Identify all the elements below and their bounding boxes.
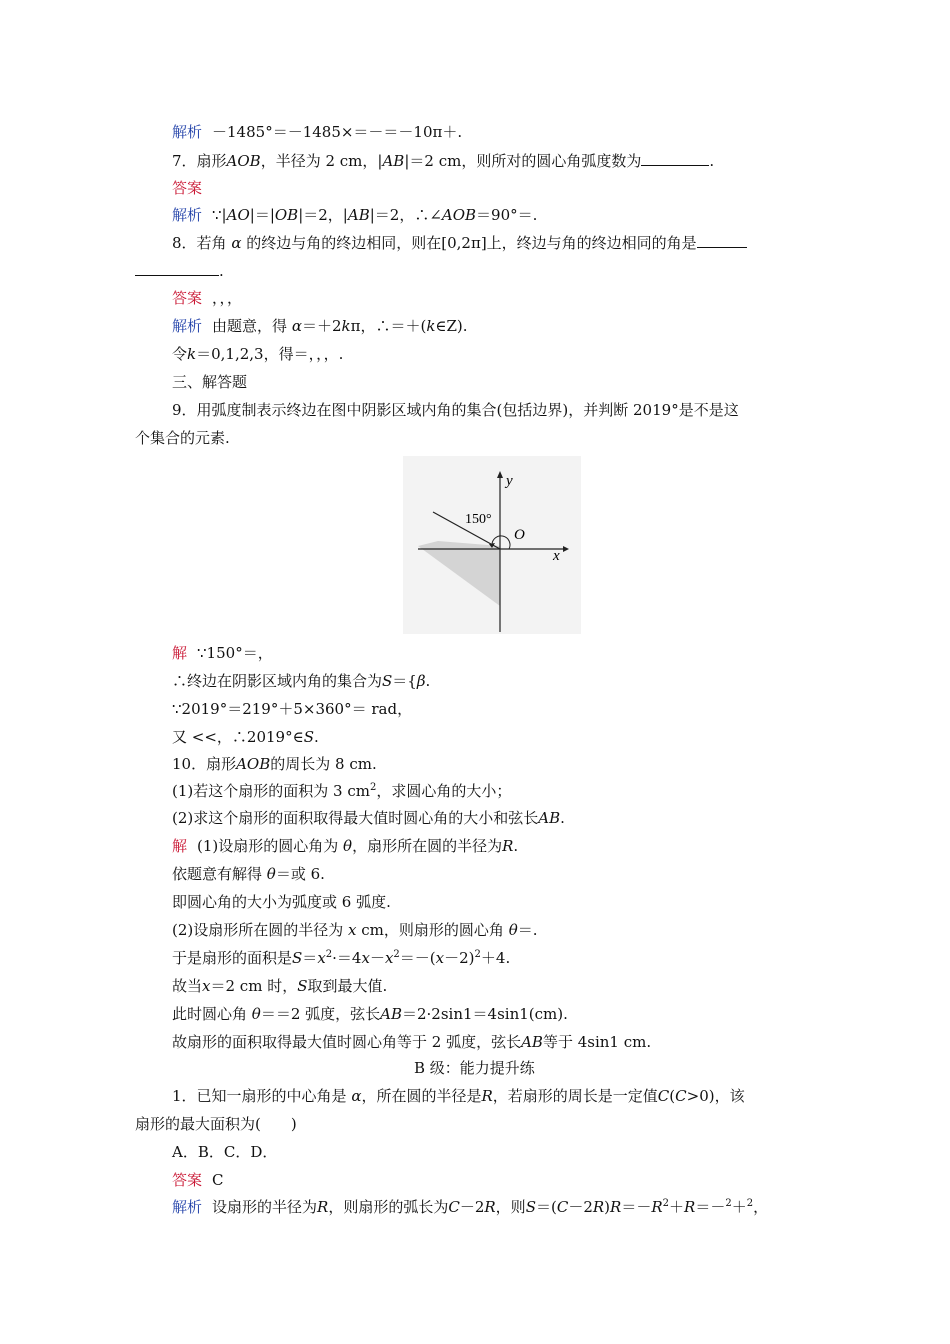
text: cm，则扇形的圆心角 — [361, 921, 504, 939]
text: AO — [226, 206, 250, 224]
text: >0)，该 — [686, 1087, 745, 1105]
text: x — [202, 977, 211, 995]
text: OB — [274, 206, 299, 224]
text: ，扇形所在圆的半径为 — [352, 837, 503, 855]
text: k — [426, 317, 436, 335]
text: 设扇形的半径为 — [212, 1198, 318, 1216]
text: ，，， — [212, 289, 243, 307]
question-b1 — [172, 1086, 745, 1106]
text: |＝| — [249, 206, 275, 224]
text: ＝90°＝. — [476, 206, 538, 224]
text: 此时圆心角 — [172, 1005, 248, 1023]
text: S — [303, 728, 314, 746]
text: R — [592, 1198, 605, 1216]
text: R — [317, 1198, 329, 1216]
text: AOB — [226, 152, 261, 170]
text: ) — [604, 1198, 611, 1216]
text: 等于 4sin1 cm. — [542, 1033, 652, 1051]
text: ＝－ — [621, 1198, 652, 1216]
text: 扇形的最大面积为( ) — [135, 1115, 297, 1133]
text: ，半径为 2 cm，| — [260, 152, 383, 170]
angle-label: 150° — [465, 512, 492, 527]
text: ＝2·2sin1＝4sin1(cm). — [402, 1005, 568, 1023]
analysis-label: 解析 — [172, 123, 203, 141]
text: (2)设扇形所在圆的半径为 — [172, 921, 344, 939]
text: . — [709, 152, 715, 170]
answer-7 — [172, 178, 212, 198]
answer-blank — [697, 233, 747, 248]
text: . — [313, 728, 319, 746]
answer-blank — [641, 151, 709, 166]
superscript: 2 — [393, 949, 400, 960]
question-8 — [172, 233, 747, 253]
text: AB — [380, 1005, 402, 1023]
text: ＝－( — [399, 949, 436, 967]
text: AOB — [236, 755, 271, 773]
text: S — [292, 949, 303, 967]
text: 9．用弧度制表示终边在图中阴影区域内角的集合(包括边界)，并判断 2019°是不是这 — [172, 401, 739, 419]
text: C — [448, 1198, 460, 1216]
text: 又 <<，∴2019°∈ — [172, 728, 304, 746]
text: 取到最大值. — [307, 977, 388, 995]
text: x — [384, 949, 394, 967]
text: ， — [753, 1198, 769, 1216]
solution-10-line-6 — [172, 976, 387, 996]
solution-9-line-4 — [172, 727, 319, 747]
solution-10-line-5 — [172, 948, 510, 968]
text: . — [219, 262, 224, 280]
superscript: 2 — [369, 782, 377, 793]
answer-blank — [135, 261, 219, 276]
analysis-label: 解析 — [172, 317, 203, 335]
text: . — [560, 809, 565, 827]
text: 8．若角 — [172, 234, 227, 252]
text: ＝{ — [392, 672, 417, 690]
text: －2 — [568, 1198, 593, 1216]
superscript: 2 — [325, 949, 333, 960]
solution-label: 解 — [172, 837, 188, 855]
text: (1)若这个扇形的面积为 3 cm — [172, 782, 370, 800]
text: 7．扇形 — [172, 152, 227, 170]
solution-7 — [172, 205, 537, 225]
text: (2)求这个扇形的面积取得最大值时圆心角的大小和弦长 — [172, 809, 539, 827]
superscript: 2 — [746, 1198, 754, 1209]
solution-9-line-1 — [172, 643, 273, 663]
figure-svg — [403, 456, 581, 634]
text: x — [317, 949, 326, 967]
origin-label: O — [514, 527, 525, 543]
text: 1．已知一扇形的中心角是 — [172, 1087, 347, 1105]
text: ＝或 6. — [275, 865, 325, 883]
superscript: 2 — [725, 1198, 732, 1209]
text: θ — [251, 1005, 261, 1023]
text: ＋ — [669, 1198, 685, 1216]
text: ，若扇形的周长是一定值 — [492, 1087, 658, 1105]
answer-8 — [172, 288, 242, 308]
text: ＋ — [731, 1198, 747, 1216]
text: ∵150°＝， — [197, 644, 273, 662]
question-9-cont — [135, 428, 230, 448]
text: R — [610, 1198, 622, 1216]
level-title: B 级：能力提升练 — [414, 1059, 535, 1077]
text: x — [435, 949, 445, 967]
text: ∵| — [212, 206, 227, 224]
superscript: 2 — [662, 1198, 669, 1209]
solution-10-line-2 — [172, 864, 325, 884]
section-title: 三、解答题 — [172, 373, 248, 391]
text: 故扇形的面积取得最大值时圆心角等于 2 弧度，弦长 — [172, 1033, 522, 1051]
text: ∵2019°＝219°＋5×360°＝ rad， — [172, 700, 413, 718]
solution-b1 — [172, 1197, 768, 1217]
angle-figure — [403, 456, 581, 634]
text: ·＝4 — [332, 949, 362, 967]
text: R — [502, 837, 514, 855]
section-heading — [172, 372, 247, 392]
text: 由题意，得 — [212, 317, 288, 335]
text: ＝＋2 — [301, 317, 342, 335]
x-axis-label: x — [553, 548, 560, 564]
text: C — [556, 1198, 569, 1216]
text: π，∴＝＋( — [350, 317, 427, 335]
text: θ — [343, 837, 353, 855]
solution-10-line-4 — [172, 920, 538, 940]
text: AB — [347, 206, 370, 224]
question-7 — [172, 151, 714, 171]
answer-b1 — [172, 1170, 224, 1190]
line-1 — [172, 122, 462, 142]
level-b-heading — [414, 1058, 535, 1078]
text: 10．扇形 — [172, 755, 237, 773]
text: ＝( — [535, 1198, 557, 1216]
text: R — [651, 1198, 663, 1216]
text: 依题意有解得 — [172, 865, 263, 883]
question-b1-cont — [135, 1114, 297, 1134]
text: ＝. — [517, 921, 538, 939]
text: |＝2，| — [298, 206, 348, 224]
text: k — [187, 345, 197, 363]
text: |＝2，∴∠ — [369, 206, 442, 224]
solution-10-line-8 — [172, 1032, 651, 1052]
text: ，则 — [495, 1198, 526, 1216]
y-axis-label: y — [506, 473, 513, 489]
answer-label: 答案 — [172, 289, 203, 307]
question-b1-options — [172, 1142, 277, 1162]
options-text: A．B．C．D． — [172, 1143, 278, 1161]
text: 即圆心角的大小为弧度或 6 弧度. — [172, 893, 391, 911]
text: . — [513, 837, 519, 855]
text: S — [382, 672, 393, 690]
text: ＝0,1,2,3，得＝，，，. — [196, 345, 344, 363]
text: θ — [508, 921, 518, 939]
text: C — [212, 1171, 224, 1189]
text: ＝ — [302, 949, 318, 967]
text: |＝2 cm，则所对的圆心角弧度数为 — [404, 152, 642, 170]
text: β — [416, 672, 426, 690]
text: AB — [521, 1033, 543, 1051]
answer-label: 答案 — [172, 1171, 203, 1189]
text: x — [348, 921, 357, 939]
answer-label: 答案 — [172, 179, 203, 197]
text: AB — [538, 809, 561, 827]
text: x — [361, 949, 370, 967]
solution-10-line-3 — [172, 892, 391, 912]
text: α — [291, 317, 302, 335]
text: . — [425, 672, 431, 690]
question-10 — [172, 754, 377, 774]
text: ＝－ — [695, 1198, 726, 1216]
text: S — [297, 977, 308, 995]
superscript: 2 — [474, 949, 481, 960]
text: ＝2 cm 时， — [210, 977, 298, 995]
solution-10-line-1 — [172, 836, 518, 856]
text: ∴终边在阴影区域内角的集合为 — [172, 672, 383, 690]
text: R — [484, 1198, 496, 1216]
text: － — [369, 949, 385, 967]
question-10-part-1 — [172, 781, 511, 801]
text: 个集合的元素. — [135, 429, 230, 447]
text: α — [231, 234, 242, 252]
line-text: －1485°＝－1485×＝－＝－10π＋. — [212, 123, 463, 141]
solution-9-line-3 — [172, 699, 412, 719]
text: －2) — [444, 949, 475, 967]
text: 故当 — [172, 977, 203, 995]
text: ，所在圆的半径是 — [361, 1087, 482, 1105]
text: R — [684, 1198, 696, 1216]
text: ＝＝2 弧度，弦长 — [260, 1005, 381, 1023]
text: ，求圆心角的大小； — [376, 782, 512, 800]
text: C — [675, 1087, 687, 1105]
solution-9-line-2 — [172, 671, 430, 691]
text: 令 — [172, 345, 188, 363]
text: α — [351, 1087, 362, 1105]
solution-8-cont — [172, 344, 343, 364]
text: AB — [382, 152, 405, 170]
question-8-cont — [135, 261, 224, 281]
text: ＋4. — [480, 949, 511, 967]
text: 的终边与角的终边相同，则在[0,2π]上，终边与角的终边相同的角是 — [246, 234, 697, 252]
text: 于是扇形的面积是 — [172, 949, 293, 967]
solution-8 — [172, 316, 468, 336]
text: C — [657, 1087, 670, 1105]
analysis-label: 解析 — [172, 206, 203, 224]
text: ∈Z). — [435, 317, 468, 335]
text: 的周长为 8 cm. — [270, 755, 377, 773]
solution-label: 解 — [172, 644, 188, 662]
text: θ — [266, 865, 276, 883]
question-9 — [172, 400, 739, 420]
text: ( — [669, 1087, 676, 1105]
text: ，则扇形的弧长为 — [328, 1198, 449, 1216]
text: k — [341, 317, 351, 335]
text: －2 — [459, 1198, 485, 1216]
text: AOB — [441, 206, 477, 224]
text: S — [525, 1198, 536, 1216]
text: R — [481, 1087, 493, 1105]
analysis-label: 解析 — [172, 1198, 203, 1216]
text: (1)设扇形的圆心角为 — [197, 837, 339, 855]
solution-10-line-7 — [172, 1004, 568, 1024]
question-10-part-2 — [172, 808, 565, 828]
